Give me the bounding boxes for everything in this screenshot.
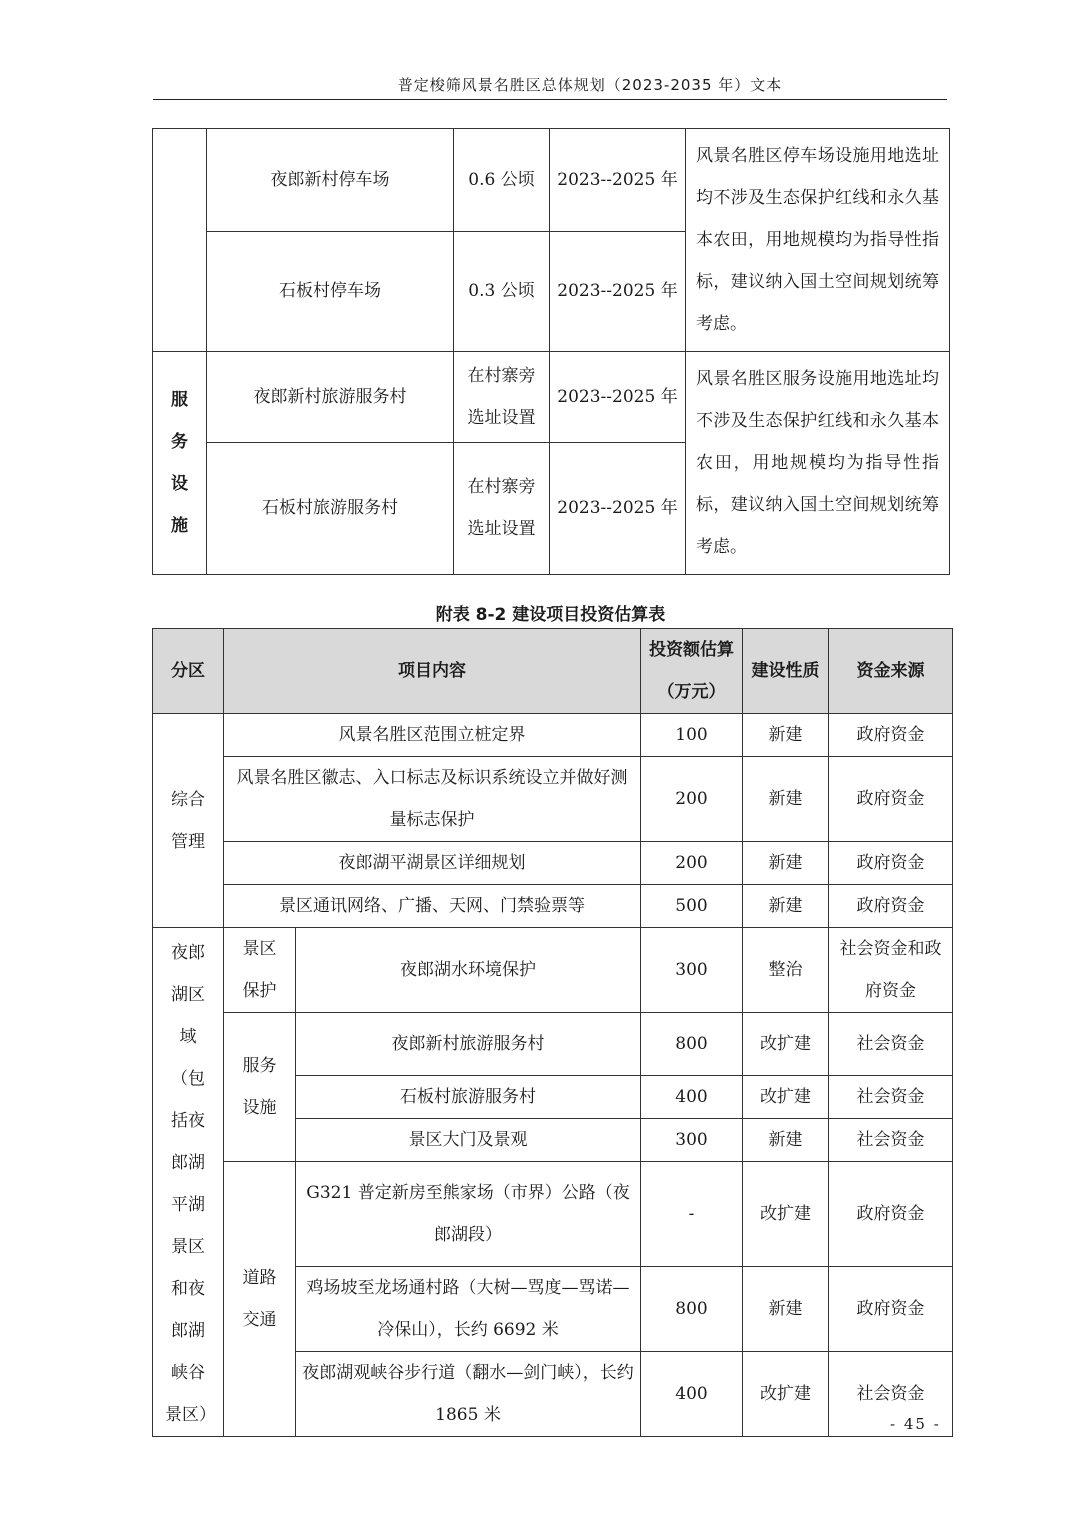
item-nature: 整治 [743,928,829,1013]
row-name: 夜郎新村停车场 [207,129,454,232]
row-area: 在村寨旁选址设置 [454,442,550,574]
item-invest: 400 [641,1076,743,1119]
item-invest: 200 [641,757,743,842]
row-name: 石板村停车场 [207,231,454,351]
item-invest: 500 [641,885,743,928]
header-fund: 资金来源 [829,629,953,714]
row-area: 0.3 公顷 [454,231,550,351]
item-nature: 新建 [743,757,829,842]
header-nature: 建设性质 [743,629,829,714]
item-nature: 改扩建 [743,1013,829,1076]
item-content: 夜郎新村旅游服务村 [296,1013,641,1076]
row-name: 夜郎新村旅游服务村 [207,352,454,443]
service-note: 风景名胜区服务设施用地选址均不涉及生态保护红线和永久基本农田，用地规模均为指导性指标，建议纳入国土空间规划统筹考虑。 [686,352,950,575]
sub-service: 服务设施 [224,1013,296,1162]
header-zone: 分区 [153,629,224,714]
item-content: G321 普定新房至熊家场（市界）公路（夜郎湖段） [296,1162,641,1267]
investment-table [152,628,953,1437]
parking-note: 风景名胜区停车场设施用地选址均不涉及生态保护红线和永久基本农田，用地规模均为指导性指标，建议纳入国土空间规划统筹考虑。 [686,129,950,352]
item-invest: 300 [641,1119,743,1162]
item-content: 风景名胜区范围立桩定界 [224,714,641,757]
service-group-label: 服务设施 [153,352,207,575]
item-fund: 社会资金 [829,1076,953,1119]
group-cell-empty [153,129,207,352]
header-invest: 投资额估算（万元） [641,629,743,714]
item-fund: 政府资金 [829,714,953,757]
row-area: 0.6 公顷 [454,129,550,232]
item-fund: 政府资金 [829,1162,953,1267]
item-fund: 政府资金 [829,885,953,928]
item-invest: 200 [641,842,743,885]
item-invest: 300 [641,928,743,1013]
row-period: 2023--2025 年 [550,442,686,574]
item-nature: 新建 [743,842,829,885]
item-content: 鸡场坡至龙场通村路（大树—骂度—骂诺—冷保山），长约 6692 米 [296,1267,641,1352]
item-nature: 新建 [743,1267,829,1352]
header-content: 项目内容 [224,629,641,714]
item-fund: 政府资金 [829,1267,953,1352]
item-fund: 社会资金 [829,1013,953,1076]
item-content: 石板村旅游服务村 [296,1076,641,1119]
row-period: 2023--2025 年 [550,231,686,351]
row-name: 石板村旅游服务村 [207,442,454,574]
row-area: 在村寨旁选址设置 [454,352,550,443]
item-nature: 新建 [743,714,829,757]
item-invest: 400 [641,1352,743,1437]
page-number: - 45 - [890,1415,941,1433]
item-nature: 改扩建 [743,1352,829,1437]
item-content: 风景名胜区徽志、入口标志及标识系统设立并做好测量标志保护 [224,757,641,842]
item-fund: 政府资金 [829,842,953,885]
item-invest: 800 [641,1013,743,1076]
page-header: 普定梭筛风景名胜区总体规划（2023-2035 年）文本 [153,72,947,100]
item-content: 夜郎湖观峡谷步行道（翻水—剑门峡），长约 1865 米 [296,1352,641,1437]
item-content: 夜郎湖平湖景区详细规划 [224,842,641,885]
row-period: 2023--2025 年 [550,129,686,232]
item-fund: 政府资金 [829,757,953,842]
item-nature: 新建 [743,885,829,928]
sub-protect: 景区保护 [224,928,296,1013]
item-invest: 100 [641,714,743,757]
item-invest: 800 [641,1267,743,1352]
item-fund: 社会资金 [829,1352,953,1437]
table-caption: 附表 8-2 建设项目投资估算表 [435,605,666,625]
item-fund: 社会资金和政府资金 [829,928,953,1013]
group-comprehensive: 综合管理 [153,714,224,928]
item-nature: 新建 [743,1119,829,1162]
item-content: 景区通讯网络、广播、天网、门禁验票等 [224,885,641,928]
row-period: 2023--2025 年 [550,352,686,443]
item-content: 夜郎湖水环境保护 [296,928,641,1013]
sub-road: 道路交通 [224,1162,296,1437]
item-fund: 社会资金 [829,1119,953,1162]
group-yelang-lake: 夜郎湖区域（包括夜郎湖平湖景区和夜郎湖峡谷景区） [153,928,224,1437]
facility-table [152,128,950,575]
item-nature: 改扩建 [743,1076,829,1119]
item-content: 景区大门及景观 [296,1119,641,1162]
item-invest: - [641,1162,743,1267]
item-nature: 改扩建 [743,1162,829,1267]
